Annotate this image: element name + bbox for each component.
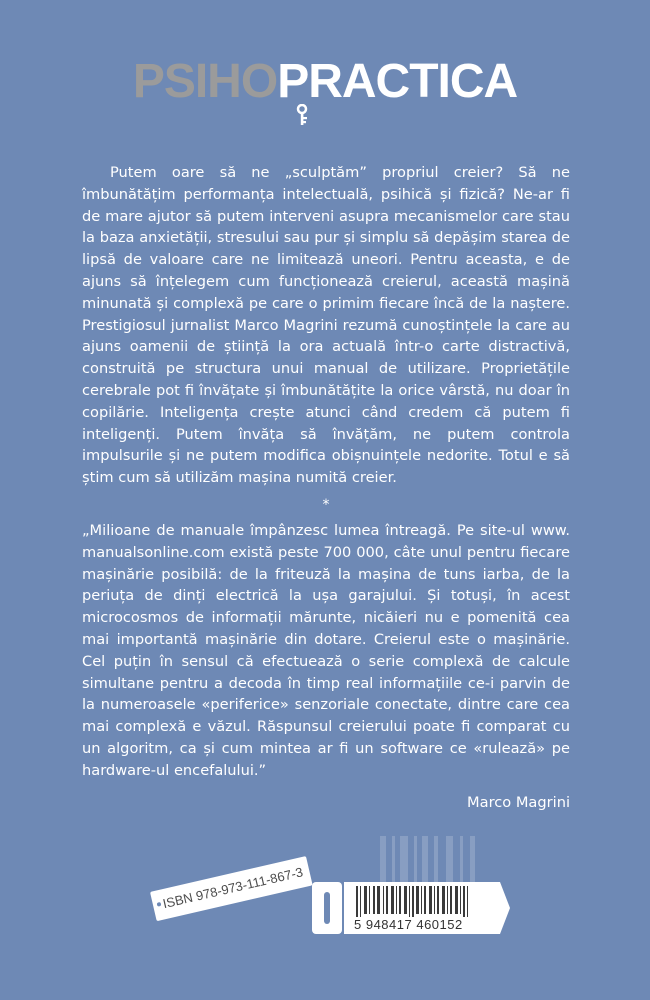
- isbn-tag: [150, 856, 313, 921]
- back-cover-text: [82, 162, 570, 813]
- isbn-number: ISBN 978-973-111-867-3: [161, 864, 305, 912]
- author-quote: „Milioane de manuale împânzesc lumea întreagă. Pe site-ul www. manualsonline.com există peste 700 000, câte unul pentru fiecare mașinărie posibilă: de la friteuză la mașina de tuns iarba, de la periuța de dinți electrică la ușa garajului. Și totuși, în acest microcosmos de informații mărunte, nicăieri nu e pomenită cea mai importantă mașinărie din dotare. Creierul este o mașinărie. Cel puțin în sensul că efectuează o serie complexă de calcule simultane pentru a decoda în timp real informațiile ce-i parvin de la numeroasele «periferice» senzoriale conectate, dintre care cea mai complexă e văzul. Răspunsul creierului poate fi comparat cu un algoritm, ca și cum mintea ar fi un software ce «rulează» pe hardware-ul encefalului.”: [82, 521, 570, 779]
- logo-part-practica: PRACTICA: [277, 55, 518, 108]
- barcode-number: 5 948417 460152: [354, 917, 490, 932]
- logo-part-psiho: PSIHO: [132, 55, 278, 108]
- key-icon: [294, 104, 310, 126]
- series-logo: [0, 54, 650, 109]
- section-separator: *: [322, 496, 330, 513]
- description-paragraph: Putem oare să ne „sculptăm” propriul creier? Să ne îmbunătățim performanța intelectuală, psihică și fizică? Ne-ar fi de mare ajutor să putem interveni asupra mecanismelor care stau la baza anxietății, stresului sau pur și simplu să depășim starea de lipsă de valoare care ne limitează uneori. Pentru aceasta, e de ajuns să înțelegem cum funcționează creierul, această mașină minunată și complexă pe care o primim fiecare încă de la naștere. Prestigiosul jurnalist Marco Magrini rezumă cunoștințele la care au ajuns oamenii de știință la ora actuală într-o carte distractivă, construită pe structura unui manual de utilizare. Proprietățile cerebrale pot fi învățate și îmbunătățite la orice vârstă, nu doar în copilărie. Inteligența crește atunci când credem că putem fi inteligenți. Putem învăța să învățăm, ne putem controla impulsurile și ne putem modifica obișnuințele nedorite. Totul e să știm cum să utilizăm mașina numită creier.: [82, 164, 570, 487]
- tag-hole: [157, 902, 162, 907]
- quote-author: Marco Magrini: [467, 793, 570, 811]
